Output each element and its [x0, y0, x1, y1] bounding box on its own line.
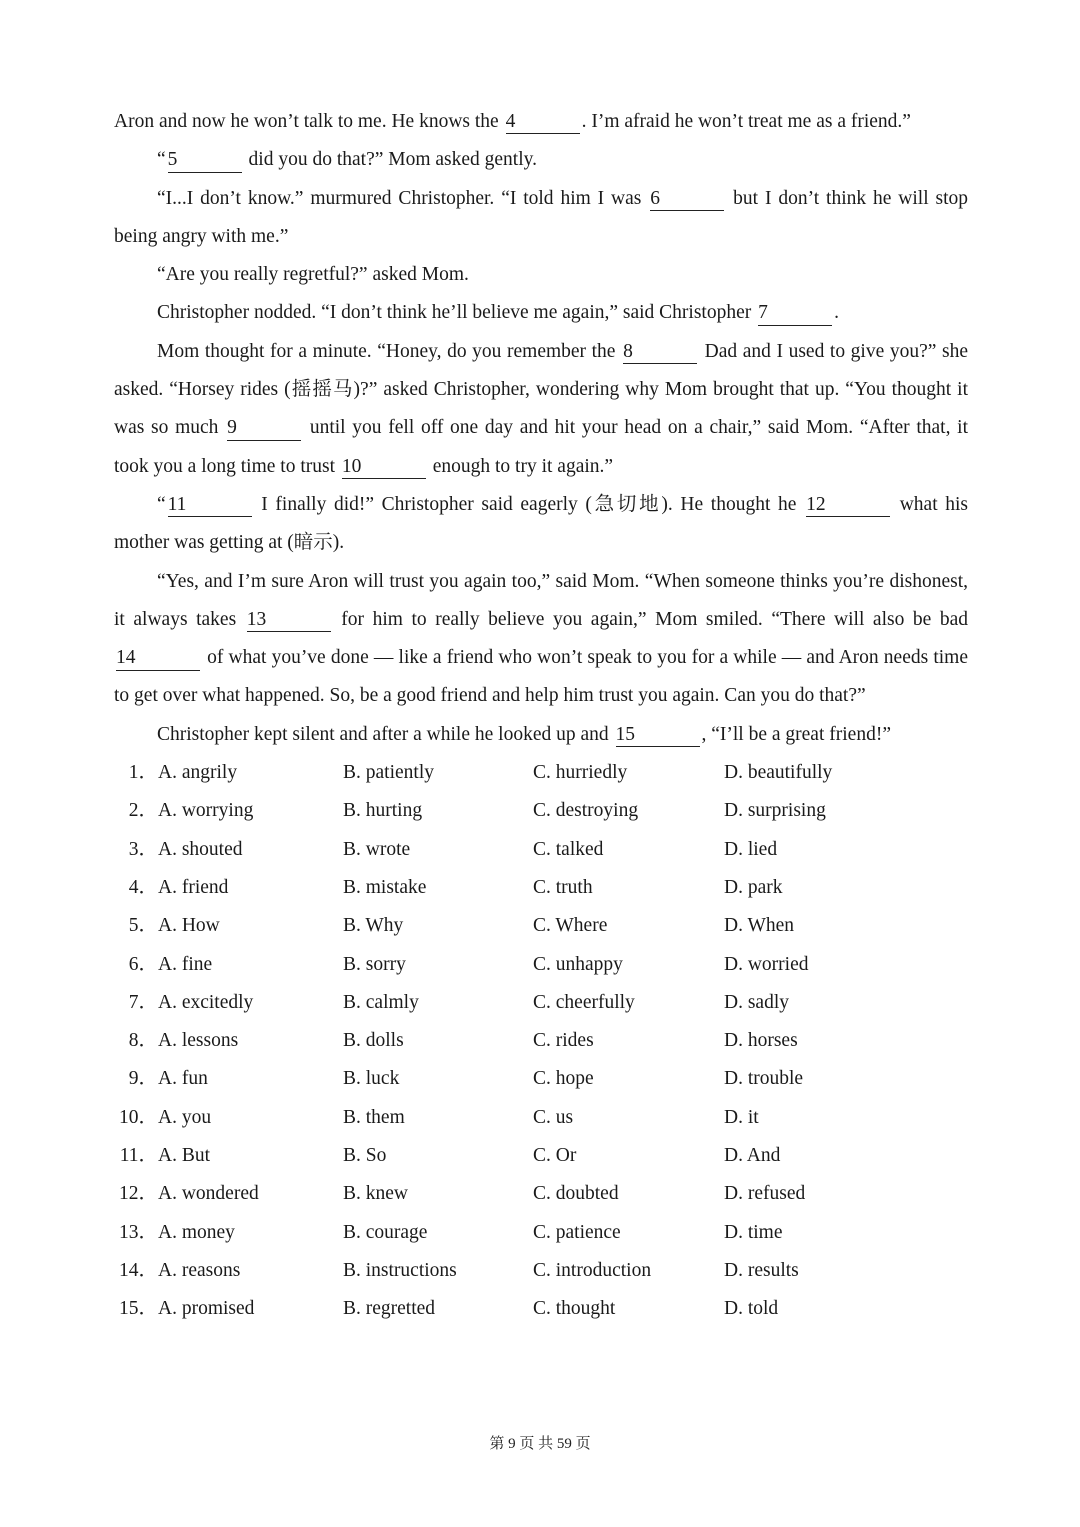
- question-number: 11．: [119, 1145, 158, 1167]
- question-number: 3．: [128, 838, 158, 860]
- option-row: [114, 831, 968, 869]
- paragraph-9: [114, 716, 968, 754]
- option-a: A. shouted: [158, 838, 243, 860]
- text: .: [834, 302, 839, 324]
- option-row: [114, 946, 968, 984]
- question-number: 9．: [128, 1068, 158, 1090]
- text: Mom thought for a minute. “Honey, do you remember the: [157, 340, 616, 362]
- option-b: B. courage: [343, 1221, 428, 1243]
- option-d: D. sadly: [724, 991, 789, 1013]
- blank-5: 5: [168, 149, 242, 172]
- option-b: B. mistake: [343, 876, 427, 898]
- option-a: A. worrying: [158, 800, 254, 822]
- option-c: C. talked: [533, 838, 604, 860]
- text: did you do that?” Mom asked gently.: [248, 149, 538, 171]
- option-row: [114, 792, 968, 830]
- option-b: B. So: [343, 1145, 387, 1167]
- option-row: [114, 907, 968, 945]
- option-d: D. beautifully: [724, 762, 833, 784]
- option-a: A. reasons: [158, 1259, 241, 1281]
- option-b: B. them: [343, 1106, 405, 1128]
- option-d: D. When: [724, 915, 795, 937]
- paragraph-4: [114, 256, 968, 294]
- option-b: B. regretted: [343, 1298, 436, 1320]
- option-c: C. introduction: [533, 1259, 652, 1281]
- question-number: 1．: [128, 762, 158, 784]
- option-a: A. fine: [158, 953, 213, 975]
- option-row: [114, 1252, 968, 1290]
- question-number: 6．: [128, 953, 158, 975]
- option-d: D. told: [724, 1298, 779, 1320]
- page-footer: [0, 1432, 1080, 1453]
- option-row: [114, 1099, 968, 1137]
- option-a: A. But: [158, 1145, 211, 1167]
- text: what his mother was getting at (暗示).: [114, 493, 969, 554]
- option-row: [114, 984, 968, 1022]
- text: “I...I don’t know.” murmured Christopher. “I told him I was: [157, 187, 642, 209]
- question-number: 5．: [128, 915, 158, 937]
- text: until you fell off one day and hit your head on a chair,” said Mom. “After that, it took you a long time to trust: [114, 417, 969, 477]
- option-a: A. excitedly: [158, 991, 254, 1013]
- blank-9: 9: [227, 417, 301, 440]
- blank-7: 7: [758, 302, 832, 325]
- blank-15: 15: [616, 724, 700, 747]
- text: enough to try it again.”: [432, 455, 614, 477]
- option-c: C. hope: [533, 1068, 594, 1090]
- paragraph-3: [114, 180, 968, 257]
- text: , “I’ll be a great friend!”: [701, 723, 891, 745]
- text: of what you’ve done — like a friend who won’t speak to you for a while — and Aron needs time to get over what happened. So, be a good friend and help him trust you again. Can you do that?”: [114, 647, 969, 707]
- option-row: [114, 869, 968, 907]
- text: I finally did!” Christopher said eagerly (急切地). He thought he: [261, 493, 797, 515]
- blank-14: 14: [116, 647, 200, 670]
- option-a: A. How: [158, 915, 220, 937]
- document-body: [114, 103, 968, 1329]
- text: “: [157, 149, 166, 171]
- text: Aron and now he won’t talk to me. He knows the: [114, 111, 499, 132]
- option-d: D. it: [724, 1106, 759, 1128]
- option-b: B. knew: [343, 1183, 408, 1205]
- text: for him to really believe you again,” Mom smiled. “There will also be bad: [341, 608, 969, 630]
- option-c: C. patience: [533, 1221, 621, 1243]
- text: but I don’t think he will stop being angry with me.”: [114, 187, 969, 247]
- option-c: C. rides: [533, 1030, 594, 1052]
- text: Dad and I used to give you?” she asked. “Horsey rides (摇摇马)?” asked Christopher, wondering why Mom brought that up. “You thought it was so much: [114, 340, 968, 439]
- paragraph-7: [114, 486, 968, 563]
- question-number: 13．: [118, 1221, 158, 1243]
- option-a: A. lessons: [158, 1030, 239, 1052]
- option-d: D. results: [724, 1259, 799, 1281]
- option-a: A. angrily: [158, 762, 238, 784]
- question-number: 10．: [118, 1106, 158, 1128]
- option-b: B. dolls: [343, 1030, 404, 1052]
- option-row: [114, 1290, 968, 1328]
- option-row: [114, 1175, 968, 1213]
- option-row: [114, 1060, 968, 1098]
- option-row: [114, 1137, 968, 1175]
- option-d: D. worried: [724, 953, 809, 975]
- question-number: 15．: [118, 1298, 158, 1320]
- option-a: A. money: [158, 1221, 235, 1243]
- paragraph-1: [114, 103, 968, 141]
- paragraph-5: [114, 294, 968, 332]
- text: . I’m afraid he won’t treat me as a friend.”: [581, 111, 911, 132]
- option-c: C. cheerfully: [533, 991, 635, 1013]
- blank-13: 13: [247, 609, 331, 632]
- option-c: C. Or: [533, 1145, 577, 1167]
- option-d: D. lied: [724, 838, 778, 860]
- option-d: D. trouble: [724, 1068, 804, 1090]
- question-number: 2．: [128, 800, 158, 822]
- option-a: A. wondered: [158, 1183, 259, 1205]
- option-c: C. destroying: [533, 800, 639, 822]
- option-row: [114, 1022, 968, 1060]
- option-b: B. hurting: [343, 800, 423, 822]
- paragraph-6: [114, 333, 968, 486]
- option-b: B. wrote: [343, 838, 411, 860]
- option-d: D. refused: [724, 1183, 806, 1205]
- question-number: 4．: [128, 876, 158, 898]
- option-row: [114, 1214, 968, 1252]
- option-a: A. friend: [158, 876, 229, 898]
- option-b: B. instructions: [343, 1259, 457, 1281]
- page-number: 第 9 页 共 59 页: [489, 1436, 591, 1452]
- blank-12: 12: [806, 494, 890, 517]
- blank-4: 4: [506, 111, 580, 134]
- option-d: D. time: [724, 1221, 783, 1243]
- option-c: C. Where: [533, 915, 608, 937]
- option-d: D. surprising: [724, 800, 826, 822]
- question-number: 14．: [118, 1259, 158, 1281]
- option-b: B. sorry: [343, 953, 406, 975]
- text: Christopher nodded. “I don’t think he’ll believe me again,” said Christopher: [157, 302, 752, 324]
- text: “Yes, and I’m sure Aron will trust you again too,” said Mom. “When someone thinks you’re dishonest, it always takes: [114, 570, 968, 630]
- option-c: C. unhappy: [533, 953, 623, 975]
- question-number: 7．: [128, 991, 158, 1013]
- text: Christopher kept silent and after a while he looked up and: [157, 723, 609, 745]
- question-number: 12．: [118, 1183, 158, 1205]
- blank-8: 8: [623, 341, 697, 364]
- blank-6: 6: [650, 188, 724, 211]
- option-b: B. calmly: [343, 991, 419, 1013]
- text: “Are you really regretful?” asked Mom.: [157, 264, 469, 286]
- options-list: [114, 754, 968, 1328]
- option-a: A. promised: [158, 1298, 255, 1320]
- option-d: D. park: [724, 876, 783, 898]
- option-a: A. you: [158, 1106, 212, 1128]
- option-d: D. And: [724, 1145, 781, 1167]
- question-number: 8．: [128, 1030, 158, 1052]
- option-c: C. doubted: [533, 1183, 619, 1205]
- option-c: C. us: [533, 1106, 574, 1128]
- option-row: [114, 754, 968, 792]
- option-b: B. luck: [343, 1068, 400, 1090]
- option-b: B. Why: [343, 915, 404, 937]
- blank-10: 10: [342, 456, 426, 479]
- option-a: A. fun: [158, 1068, 208, 1090]
- option-c: C. hurriedly: [533, 762, 628, 784]
- paragraph-8: [114, 563, 968, 716]
- option-c: C. thought: [533, 1298, 616, 1320]
- option-c: C. truth: [533, 876, 593, 898]
- text: “: [157, 493, 166, 515]
- paragraph-2: [114, 141, 968, 179]
- option-d: D. horses: [724, 1030, 798, 1052]
- blank-11: 11: [168, 494, 252, 517]
- option-b: B. patiently: [343, 762, 434, 784]
